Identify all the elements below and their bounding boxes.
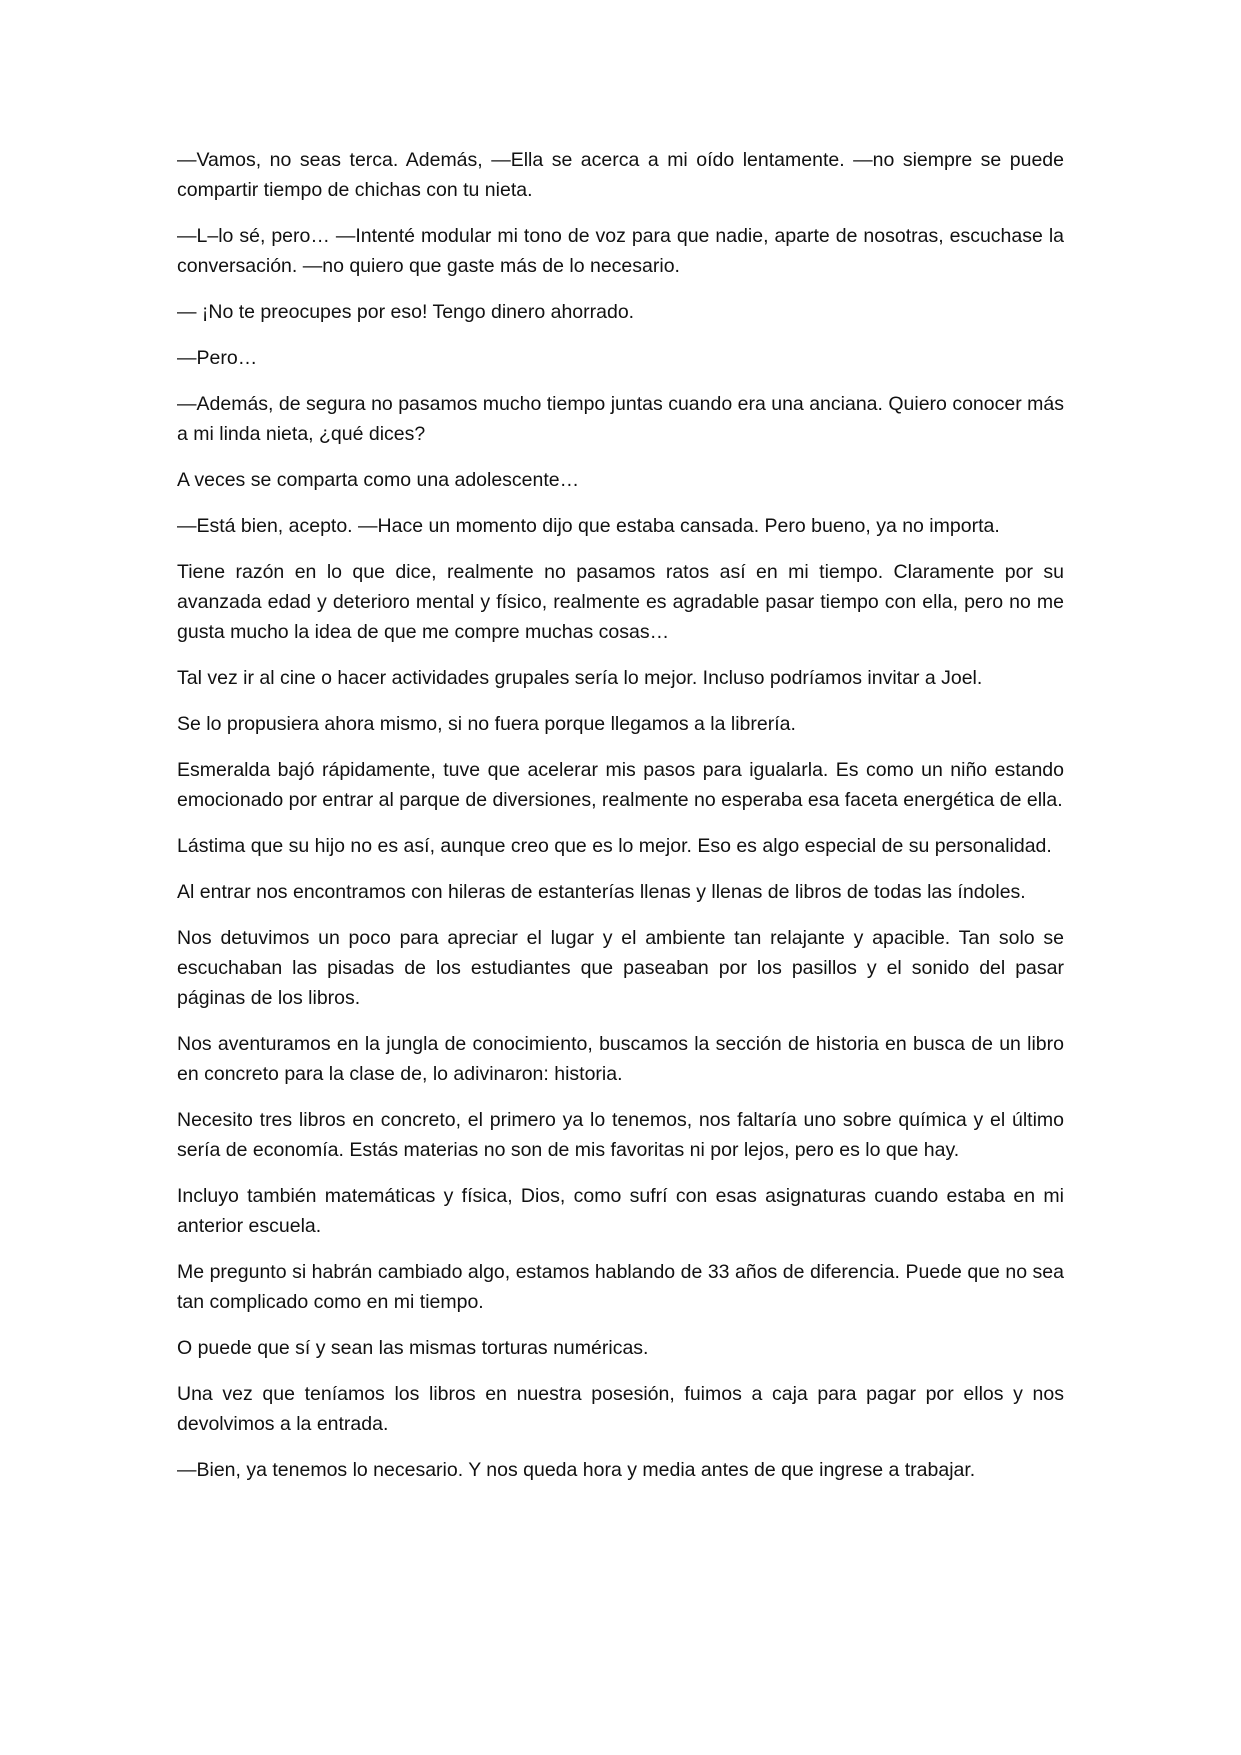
document-page	[177, 145, 1064, 1501]
paragraph: Nos detuvimos un poco para apreciar el lugar y el ambiente tan relajante y apacible. Tan solo se escuchaban las pisadas de los estudiantes que paseaban por los pasillos y el sonido del pasar páginas de los libros.	[177, 927, 1064, 1009]
paragraph: —Pero…	[177, 347, 258, 369]
paragraph: Al entrar nos encontramos con hileras de estanterías llenas y llenas de libros de todas las índoles.	[177, 881, 1026, 903]
paragraph: Nos aventuramos en la jungla de conocimiento, buscamos la sección de historia en busca de un libro en concreto para la clase de, lo adivinaron: historia.	[177, 1033, 1064, 1085]
paragraph: —L–lo sé, pero… —Intenté modular mi tono de voz para que nadie, aparte de nosotras, escuchase la conversación. —no quiero que gaste más de lo necesario.	[177, 225, 1064, 277]
paragraph: Necesito tres libros en concreto, el primero ya lo tenemos, nos faltaría uno sobre química y el último sería de economía. Estás materias no son de mis favoritas ni por lejos, pero es lo que hay.	[177, 1109, 1064, 1161]
paragraph: —Bien, ya tenemos lo necesario. Y nos queda hora y media antes de que ingrese a trabajar.	[177, 1459, 976, 1481]
paragraph: —Está bien, acepto. —Hace un momento dijo que estaba cansada. Pero bueno, ya no importa.	[177, 515, 1000, 537]
paragraph: — ¡No te preocupes por eso! Tengo dinero ahorrado.	[177, 301, 635, 323]
paragraph: Tiene razón en lo que dice, realmente no pasamos ratos así en mi tiempo. Claramente por su avanzada edad y deterioro mental y físico, realmente es agradable pasar tiempo con ella, pero no me gusta mucho la idea de que me compre muchas cosas…	[177, 561, 1064, 643]
paragraph: —Además, de segura no pasamos mucho tiempo juntas cuando era una anciana. Quiero conocer más a mi linda nieta, ¿qué dices?	[177, 393, 1064, 445]
paragraph: Se lo propusiera ahora mismo, si no fuera porque llegamos a la librería.	[177, 713, 796, 735]
paragraph: Me pregunto si habrán cambiado algo, estamos hablando de 33 años de diferencia. Puede que no sea tan complicado como en mi tiempo.	[177, 1261, 1064, 1313]
paragraph: O puede que sí y sean las mismas torturas numéricas.	[177, 1337, 649, 1359]
paragraph: Tal vez ir al cine o hacer actividades grupales sería lo mejor. Incluso podríamos invitar a Joel.	[177, 667, 983, 689]
paragraph: —Vamos, no seas terca. Además, —Ella se acerca a mi oído lentamente. —no siempre se puede compartir tiempo de chichas con tu nieta.	[177, 149, 1064, 201]
paragraph: Incluyo también matemáticas y física, Dios, como sufrí con esas asignaturas cuando estaba en mi anterior escuela.	[177, 1185, 1064, 1237]
paragraph: A veces se comparta como una adolescente…	[177, 469, 580, 491]
paragraph: Lástima que su hijo no es así, aunque creo que es lo mejor. Eso es algo especial de su personalidad.	[177, 835, 1052, 857]
paragraph: Una vez que teníamos los libros en nuestra posesión, fuimos a caja para pagar por ellos y nos devolvimos a la entrada.	[177, 1383, 1064, 1435]
paragraph: Esmeralda bajó rápidamente, tuve que acelerar mis pasos para igualarla. Es como un niño estando emocionado por entrar al parque de diversiones, realmente no esperaba esa faceta energética de ella.	[177, 759, 1064, 811]
